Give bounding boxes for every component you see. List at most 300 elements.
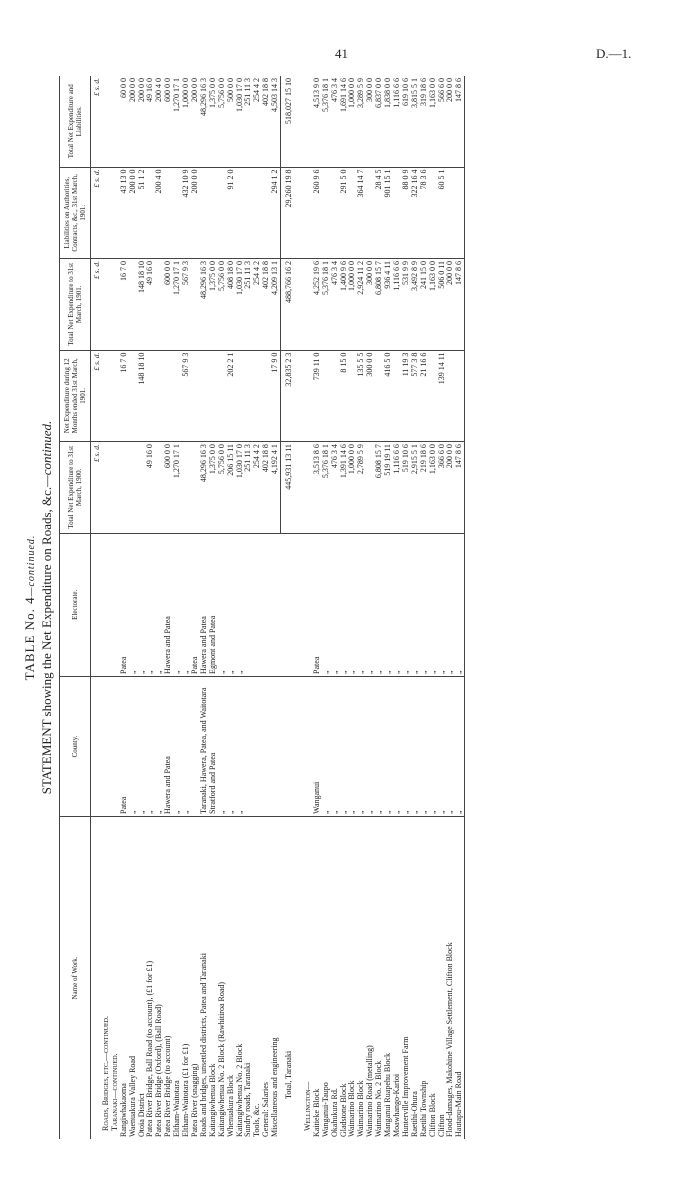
table-row [236, 76, 245, 1139]
amount-cell: 291 5 0 [340, 167, 349, 259]
column-header: Total Net Expenditure to 31st March, 1900. [60, 442, 91, 534]
county-cell: Patea [120, 676, 129, 816]
column-header: Net Expenditure during 12 Months ended 31st March, 1901. [60, 350, 91, 442]
amount-cell: 319 18 6 [420, 76, 429, 167]
amount-cell: 1,270 17 1 [173, 442, 182, 534]
work-name-cell: Eltham-Waitotara [172, 1080, 182, 1137]
county-cell [244, 676, 253, 816]
table-title: TABLE No. 4—continued. [22, 534, 37, 681]
amount-cell [164, 350, 173, 442]
amount-cell: 28 4 5 [375, 167, 384, 259]
amount-cell: 200 0 0 [446, 76, 455, 167]
work-name-cell: Roads and bridges, unsettled districts, Patea and Taranaki [198, 953, 208, 1137]
amount-cell [146, 350, 155, 442]
amount-cell: 1,000 0 0 [348, 76, 357, 167]
table-row [262, 76, 271, 1139]
county-cell: „ [129, 676, 138, 816]
column-header: County. [60, 676, 91, 816]
table-row [227, 76, 236, 1139]
amount-cell: 531 9 9 [402, 259, 411, 351]
county-cell [271, 676, 280, 816]
county-cell: „ [455, 676, 464, 816]
amount-cell: 4,209 13 1 [271, 259, 280, 351]
amount-cell: 16 7 0 [120, 259, 129, 351]
amount-cell: 577 3 8 [411, 350, 420, 442]
amount-cell: 48,296 16 3 [200, 259, 209, 351]
work-name-cell: Waimarino Block [347, 1080, 357, 1137]
amount-cell: 1,116 6 6 [393, 442, 402, 534]
work-name-cell: Moawhango-Karioi [392, 1073, 401, 1137]
electorate-cell [111, 533, 120, 676]
amount-cell: 4,503 14 3 [271, 76, 280, 167]
county-cell [281, 676, 298, 816]
table-row [348, 76, 357, 1139]
amount-cell: 4,252 19 6 [313, 259, 322, 351]
amount-cell: 260 9 6 [313, 167, 322, 259]
amount-cell [120, 442, 129, 534]
amount-cell: 1,030 17 0 [236, 259, 245, 351]
county-cell: „ [393, 676, 402, 816]
amount-cell: 936 4 11 [384, 259, 393, 351]
amount-cell: 1,116 6 6 [393, 76, 402, 167]
amount-cell [200, 167, 209, 259]
electorate-cell [281, 533, 298, 676]
amount-cell: 16 7 0 [120, 350, 129, 442]
county-cell: „ [402, 676, 411, 816]
work-name-cell: Eltham-Waitotara (£1 for £1) [181, 1043, 191, 1137]
amount-cell: 739 11 0 [313, 350, 322, 442]
electorate-cell: „ [366, 533, 375, 676]
county-cell: „ [438, 676, 447, 816]
amount-cell: 402 18 8 [262, 76, 271, 167]
amount-cell: 488,766 16 2 [281, 259, 298, 351]
amount-cell: 3,513 8 6 [313, 442, 322, 534]
amount-cell: 1,030 17 0 [236, 76, 245, 167]
amount-cell [253, 350, 262, 442]
amount-cell [102, 76, 111, 167]
table-row [129, 76, 138, 1139]
amount-cell: 2,915 5 1 [411, 442, 420, 534]
amount-cell: 60 0 0 [120, 76, 129, 167]
amount-cell: 200 4 0 [155, 167, 164, 259]
work-name-cell: Tools, &c. [252, 1103, 262, 1137]
county-cell: Stratford and Patea [209, 676, 218, 816]
amount-cell: 1,163 0 0 [429, 76, 438, 167]
amount-cell [182, 442, 191, 534]
amount-cell: 6,808 15 7 [375, 259, 384, 351]
amount-cell: 88 0 9 [402, 167, 411, 259]
amount-cell: 200 0 0 [191, 76, 200, 167]
amount-cell [102, 442, 111, 534]
section-row [304, 76, 313, 1139]
column-header: Electorate. [60, 533, 91, 676]
amount-cell: 1,116 6 6 [393, 259, 402, 351]
electorate-cell: „ [438, 533, 447, 676]
column-header: Liabilities on Authorities, Contracts, &c., 31st March, 1901. [60, 167, 91, 259]
amount-cell: 147 8 6 [455, 259, 464, 351]
amount-cell: 200 0 0 [129, 167, 138, 259]
amount-cell [102, 350, 111, 442]
county-cell: „ [429, 676, 438, 816]
table-row [218, 76, 227, 1139]
amount-cell: 202 2 1 [227, 350, 236, 442]
electorate-cell: „ [446, 533, 455, 676]
amount-cell: 49 16 0 [146, 442, 155, 534]
amount-cell: 1,375 0 0 [209, 76, 218, 167]
amount-cell: 300 0 0 [366, 259, 375, 351]
amount-cell [455, 167, 464, 259]
amount-cell: 200 4 0 [155, 76, 164, 167]
amount-cell: 147 8 6 [455, 442, 464, 534]
amount-cell: 322 16 4 [411, 167, 420, 259]
work-name-cell: Raetihi-Ohura [409, 1091, 419, 1137]
electorate-cell [253, 533, 262, 676]
table-row [173, 76, 182, 1139]
amount-cell: 476 3 4 [331, 442, 340, 534]
amount-cell [446, 167, 455, 259]
work-name-cell: Kaitieke Block [311, 1088, 321, 1137]
units-cell: £ s. d. [91, 76, 102, 167]
amount-cell: 1,030 17 0 [236, 442, 245, 534]
rotated-table-sheet [18, 70, 658, 1145]
county-cell: Taranaki, Hawera, Patea, and Waitotara [200, 676, 209, 816]
county-cell: „ [357, 676, 366, 816]
amount-cell [129, 442, 138, 534]
table-row [393, 76, 402, 1139]
amount-cell: 219 18 6 [420, 442, 429, 534]
electorate-cell: „ [138, 533, 147, 676]
table-row [200, 76, 209, 1139]
amount-cell: 600 0 0 [164, 76, 173, 167]
amount-cell: 567 9 3 [182, 259, 191, 351]
work-name-cell: Otoia District [136, 1093, 146, 1137]
work-name-cell: Kaitangiwhenua No. 2 Block [234, 1043, 244, 1137]
county-cell: „ [375, 676, 384, 816]
amount-cell: 200 0 0 [138, 76, 147, 167]
units-cell [91, 676, 102, 816]
table-row [357, 76, 366, 1139]
work-name-cell: Wanganui-Taupo [320, 1082, 330, 1137]
work-name-cell: Wellington— [302, 1081, 312, 1131]
amount-cell: 476 3 4 [331, 259, 340, 351]
electorate-cell: „ [218, 533, 227, 676]
electorate-cell: „ [375, 533, 384, 676]
amount-cell: 78 3 6 [420, 167, 429, 259]
amount-cell: 1,000 0 0 [182, 76, 191, 167]
table-row [271, 76, 280, 1139]
amount-cell: 11 19 3 [402, 350, 411, 442]
electorate-cell: „ [384, 533, 393, 676]
county-cell: „ [420, 676, 429, 816]
amount-cell: 300 0 0 [366, 350, 375, 442]
amount-cell [236, 350, 245, 442]
amount-cell: 476 3 4 [331, 76, 340, 167]
work-name-cell: Raetihi Township [418, 1080, 428, 1137]
electorate-cell: „ [402, 533, 411, 676]
county-cell: „ [348, 676, 357, 816]
county-cell: „ [366, 676, 375, 816]
electorate-cell [262, 533, 271, 676]
amount-cell: 445,931 13 11 [281, 442, 298, 534]
amount-cell: 254 4 2 [253, 442, 262, 534]
amount-cell: 6,808 15 7 [375, 442, 384, 534]
county-cell: „ [322, 676, 331, 816]
amount-cell: 60 5 1 [438, 167, 447, 259]
amount-cell: 619 10 6 [402, 76, 411, 167]
amount-cell: 567 9 3 [182, 350, 191, 442]
amount-cell: 5,376 18 1 [322, 442, 331, 534]
county-cell: „ [146, 676, 155, 816]
amount-cell: 48,296 16 3 [200, 76, 209, 167]
amount-cell: 200 0 0 [191, 167, 200, 259]
amount-cell: 147 8 6 [455, 76, 464, 167]
county-cell [253, 676, 262, 816]
county-cell [102, 676, 111, 816]
electorate-cell: Hawera and Patea [164, 533, 173, 676]
amount-cell: 4,192 4 1 [271, 442, 280, 534]
work-name-cell: Miscellaneous and engineering [270, 1037, 280, 1137]
amount-cell: 402 18 8 [262, 442, 271, 534]
electorate-cell [102, 533, 111, 676]
amount-cell: 5,376 18 1 [322, 76, 331, 167]
amount-cell: 416 5 0 [384, 350, 393, 442]
amount-cell: 500 0 0 [227, 76, 236, 167]
electorate-cell: „ [393, 533, 402, 676]
amount-cell: 1,391 14 6 [340, 442, 349, 534]
electorate-cell: „ [420, 533, 429, 676]
amount-cell: 4,513 9 0 [313, 76, 322, 167]
table-row [209, 76, 218, 1139]
amount-cell: 254 4 2 [253, 259, 262, 351]
section-row [102, 76, 111, 1139]
county-cell: Hawera and Patea [164, 676, 173, 816]
work-name-cell: Taranaki—continued. [109, 1053, 119, 1131]
amount-cell: 3,815 5 1 [411, 76, 420, 167]
county-cell: „ [173, 676, 182, 816]
work-name-cell: Sundry roads, Taranaki [243, 1062, 253, 1137]
amount-cell: 251 11 3 [244, 259, 253, 351]
amount-cell [209, 350, 218, 442]
amount-cell: 200 0 0 [446, 442, 455, 534]
electorate-cell: Patea [120, 533, 129, 676]
amount-cell: 519 19 11 [384, 442, 393, 534]
amount-cell: 17 9 0 [271, 350, 280, 442]
amount-cell: 1,375 0 0 [209, 259, 218, 351]
amount-cell: 251 11 3 [244, 76, 253, 167]
amount-cell: 5,756 0 0 [218, 76, 227, 167]
work-name-cell: Total, Taranaki [283, 1050, 293, 1099]
amount-cell [111, 442, 120, 534]
electorate-cell: Patea [313, 533, 322, 676]
county-cell: „ [182, 676, 191, 816]
column-header: Name of Work. [60, 816, 91, 1139]
work-name-cell: Patea River (snagging) [189, 1063, 199, 1137]
electorate-cell: „ [155, 533, 164, 676]
amount-cell: 48,296 16 3 [200, 442, 209, 534]
table-row [375, 76, 384, 1139]
table-row [366, 76, 375, 1139]
amount-cell [244, 167, 253, 259]
electorate-cell: „ [357, 533, 366, 676]
electorate-cell: „ [236, 533, 245, 676]
amount-cell: 519 10 6 [402, 442, 411, 534]
amount-cell [253, 167, 262, 259]
county-cell: Wanganui [313, 676, 322, 816]
electorate-cell: „ [173, 533, 182, 676]
amount-cell: 5,756 0 0 [218, 442, 227, 534]
amount-cell: 251 11 3 [244, 442, 253, 534]
work-name-cell: Hautapu-Main Road [455, 816, 464, 1139]
county-cell: „ [411, 676, 420, 816]
amount-cell: 432 10 9 [182, 167, 191, 259]
electorate-cell: „ [182, 533, 191, 676]
amount-cell: 600 0 0 [164, 442, 173, 534]
amount-cell: 200 0 0 [446, 259, 455, 351]
table-subtitle: STATEMENT showing the Net Expenditure on Roads, &c.—continued. [39, 420, 54, 795]
county-cell: „ [155, 676, 164, 816]
table-row [420, 76, 429, 1139]
work-name-cell: Waimarino Block [356, 1080, 366, 1137]
work-name-cell: Flood-damages, Makohine Village Settlement, Clifton Block [445, 942, 455, 1137]
amount-cell [446, 350, 455, 442]
amount-cell: 200 0 0 [129, 76, 138, 167]
amount-cell: 49 16 0 [146, 259, 155, 351]
column-header: Total Net Expenditure and Liabilities. [60, 76, 91, 167]
amount-cell [102, 259, 111, 351]
amount-cell [236, 167, 245, 259]
electorate-cell: „ [429, 533, 438, 676]
table-row [411, 76, 420, 1139]
electorate-cell [304, 533, 313, 676]
table-row [155, 76, 164, 1139]
amount-cell: 91 2 0 [227, 167, 236, 259]
amount-cell: 600 0 0 [164, 259, 173, 351]
electorate-cell: „ [411, 533, 420, 676]
page-number: 41 [335, 46, 348, 61]
amount-cell [102, 167, 111, 259]
amount-cell: 901 15 1 [384, 167, 393, 259]
electorate-cell: „ [348, 533, 357, 676]
amount-cell: 2,924 11 2 [357, 259, 366, 351]
amount-cell: 300 0 0 [366, 76, 375, 167]
column-header: Total Net Expenditure to 31st March, 1901. [60, 259, 91, 351]
amount-cell: 29,260 19 8 [281, 167, 298, 259]
amount-cell: 2,789 5 9 [357, 442, 366, 534]
amount-cell [209, 167, 218, 259]
work-name-cell: Patea River Bridge (to account) [163, 1035, 173, 1137]
amount-cell: 241 15 0 [420, 259, 429, 351]
county-cell: „ [446, 676, 455, 816]
amount-cell: 5,756 0 0 [218, 259, 227, 351]
amount-cell: 6,837 0 0 [375, 76, 384, 167]
table-body [91, 76, 465, 1139]
amount-cell: 3,492 8 9 [411, 259, 420, 351]
electorate-cell: Patea [191, 533, 200, 676]
table-row [446, 76, 455, 1139]
work-name-cell: Hunterville Improvement Farm [400, 1036, 410, 1137]
work-name-cell: Kaitangiwhenua No. 2 Block (Rawhitiroa Road) [216, 981, 226, 1137]
work-name-cell: Whenuakura Block [225, 1075, 235, 1137]
table-row [331, 76, 340, 1139]
table-row [244, 76, 253, 1139]
work-name-cell: Gladstone Block [338, 1083, 348, 1137]
county-cell [262, 676, 271, 816]
table-row [429, 76, 438, 1139]
section-row [111, 76, 120, 1139]
county-cell: „ [384, 676, 393, 816]
table-row [146, 76, 155, 1139]
work-name-cell: Patea River Bridge, Ball Road (to account), (£1 for £1) [145, 960, 155, 1137]
electorate-cell: „ [146, 533, 155, 676]
county-cell: „ [340, 676, 349, 816]
units-cell: £ s. d. [91, 350, 102, 442]
table-row [164, 76, 173, 1139]
electorate-cell: „ [227, 533, 236, 676]
amount-cell: 566 6 0 [438, 76, 447, 167]
county-cell: „ [236, 676, 245, 816]
amount-cell: 206 15 11 [227, 442, 236, 534]
amount-cell: 1,270 17 1 [173, 259, 182, 351]
amount-cell: 1,400 9 6 [340, 259, 349, 351]
amount-cell [322, 350, 331, 442]
electorate-cell [271, 533, 280, 676]
amount-cell [155, 350, 164, 442]
table-row [402, 76, 411, 1139]
electorate-cell [244, 533, 253, 676]
table-row [253, 76, 262, 1139]
amount-cell: 43 13 0 [120, 167, 129, 259]
work-name-cell: General: Salaries [261, 1082, 271, 1137]
amount-cell [191, 350, 200, 442]
units-cell: £ s. d. [91, 442, 102, 534]
electorate-cell: „ [340, 533, 349, 676]
county-cell: „ [138, 676, 147, 816]
amount-cell: 1,691 14 6 [340, 76, 349, 167]
amount-cell: 1,270 17 1 [173, 76, 182, 167]
table-row [384, 76, 393, 1139]
electorate-cell: „ [322, 533, 331, 676]
table-row [120, 76, 129, 1139]
header-row [60, 76, 91, 1139]
amount-cell: 518,027 15 10 [281, 76, 298, 167]
amount-cell: 32,835 2 3 [281, 350, 298, 442]
amount-cell [322, 167, 331, 259]
work-name-cell: Waenuakura Valley Road [127, 1056, 137, 1137]
amount-cell: 49 16 0 [146, 76, 155, 167]
work-name-cell: Manganui Ruapehu Block [383, 1053, 393, 1137]
amount-cell: 408 18 0 [227, 259, 236, 351]
amount-cell: 1,838 0 0 [384, 76, 393, 167]
units-cell: £ s. d. [91, 259, 102, 351]
expenditure-table [59, 76, 465, 1139]
amount-cell: 5,376 18 1 [322, 259, 331, 351]
amount-cell: 21 16 6 [420, 350, 429, 442]
amount-cell: 139 14 11 [438, 350, 447, 442]
work-name-cell: Kaitangiwhenua Block [207, 1063, 217, 1137]
electorate-cell: „ [331, 533, 340, 676]
amount-cell: 506 0 11 [438, 259, 447, 351]
amount-cell: 366 6 0 [438, 442, 447, 534]
table-row [322, 76, 331, 1139]
table-row [340, 76, 349, 1139]
county-cell: „ [227, 676, 236, 816]
amount-cell: 1,375 0 0 [209, 442, 218, 534]
amount-cell: 148 18 10 [138, 350, 147, 442]
units-cell [91, 533, 102, 676]
work-name-cell: Clifton [436, 1114, 446, 1137]
amount-cell [200, 350, 209, 442]
amount-cell: 1,163 0 0 [429, 259, 438, 351]
